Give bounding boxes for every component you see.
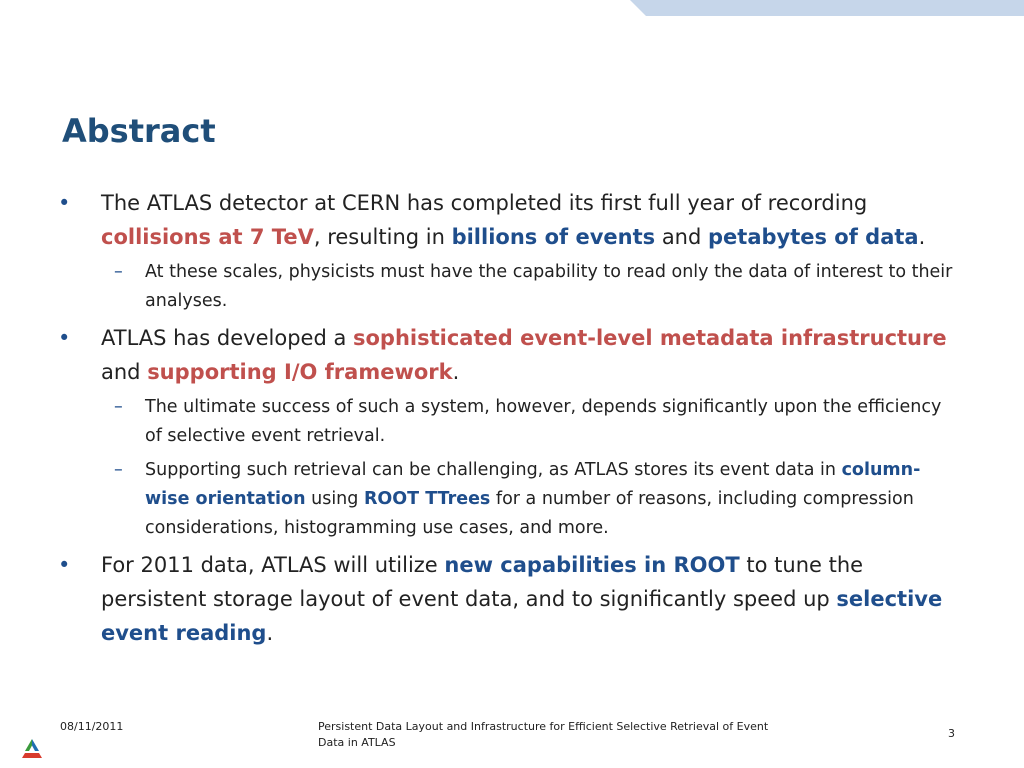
bullet-text xyxy=(101,553,942,645)
logo-green-segment xyxy=(25,739,32,751)
text-run: The ATLAS detector at CERN has completed its first full year of recording xyxy=(101,191,868,215)
text-run: At these scales, physicists must have the capability to read only the data of interest to their analyses. xyxy=(145,262,953,311)
sub-bullet-list xyxy=(101,258,962,316)
text-run: to tune the persistent storage layout of event data, and to significantly speed up xyxy=(101,553,864,611)
text-run: The ultimate success of such a system, however, depends significantly upon the efficiency of selective event retrieval. xyxy=(145,397,942,446)
bullet-marker: • xyxy=(58,326,71,350)
sub-bullet-item xyxy=(101,258,962,316)
text-run: Supporting such retrieval can be challenging, as ATLAS stores its event data in xyxy=(145,460,842,480)
highlighted-phrase-blue: column-wise orientation xyxy=(145,460,921,509)
sub-bullet-item xyxy=(101,456,962,543)
text-run: using xyxy=(305,489,364,509)
bullet-item xyxy=(58,186,962,316)
sub-bullet-text xyxy=(145,262,952,311)
text-run: ATLAS has developed a xyxy=(101,326,353,350)
slide-content-list xyxy=(58,186,962,654)
highlighted-phrase-blue: billions of events xyxy=(451,225,656,249)
sub-bullet-text xyxy=(145,397,941,446)
dash-marker: – xyxy=(114,262,123,282)
slide-title: Abstract xyxy=(62,112,216,150)
text-run: , resulting in xyxy=(313,225,452,249)
text-run: for a number of reasons, including compression considerations, histogramming use cases, and more. xyxy=(145,489,914,538)
highlighted-phrase-blue: ROOT TTrees xyxy=(363,489,491,509)
highlighted-phrase-blue: petabytes of data xyxy=(708,225,919,249)
bullet-item xyxy=(58,548,962,650)
bullet-item xyxy=(58,321,962,543)
bullet-marker: • xyxy=(58,553,71,577)
dash-marker: – xyxy=(114,460,123,480)
text-run: . xyxy=(452,360,460,384)
footer-presentation-title: Persistent Data Layout and Infrastructure for Efficient Selective Retrieval of Event Data in ATLAS xyxy=(318,720,769,749)
bullet-marker: • xyxy=(58,191,71,215)
highlighted-phrase-red: sophisticated event-level metadata infrastructure xyxy=(353,326,947,350)
text-run: For 2011 data, ATLAS will utilize xyxy=(101,553,445,577)
highlighted-phrase-red: supporting I/O framework xyxy=(147,360,453,384)
page-number: 3 xyxy=(948,727,955,740)
text-run: and xyxy=(655,225,708,249)
dash-marker: – xyxy=(114,397,123,417)
argonne-triangle-logo-icon xyxy=(20,738,44,760)
top-decorative-band xyxy=(630,0,1024,16)
logo-red-segment xyxy=(22,753,42,758)
bullet-text xyxy=(101,191,925,249)
bullet-text xyxy=(101,326,947,384)
sub-bullet-item xyxy=(101,393,962,451)
sub-bullet-list xyxy=(101,393,962,543)
footer-date: 08/11/2011 xyxy=(60,720,124,733)
text-run: and xyxy=(101,360,148,384)
highlighted-phrase-blue: selective event reading xyxy=(101,587,943,645)
text-run: . xyxy=(266,621,274,645)
sub-bullet-text xyxy=(145,460,920,538)
highlighted-phrase-blue: new capabilities in ROOT xyxy=(444,553,740,577)
text-run: . xyxy=(918,225,926,249)
highlighted-phrase-red: collisions at 7 TeV xyxy=(101,225,314,249)
logo-blue-segment xyxy=(32,739,39,751)
